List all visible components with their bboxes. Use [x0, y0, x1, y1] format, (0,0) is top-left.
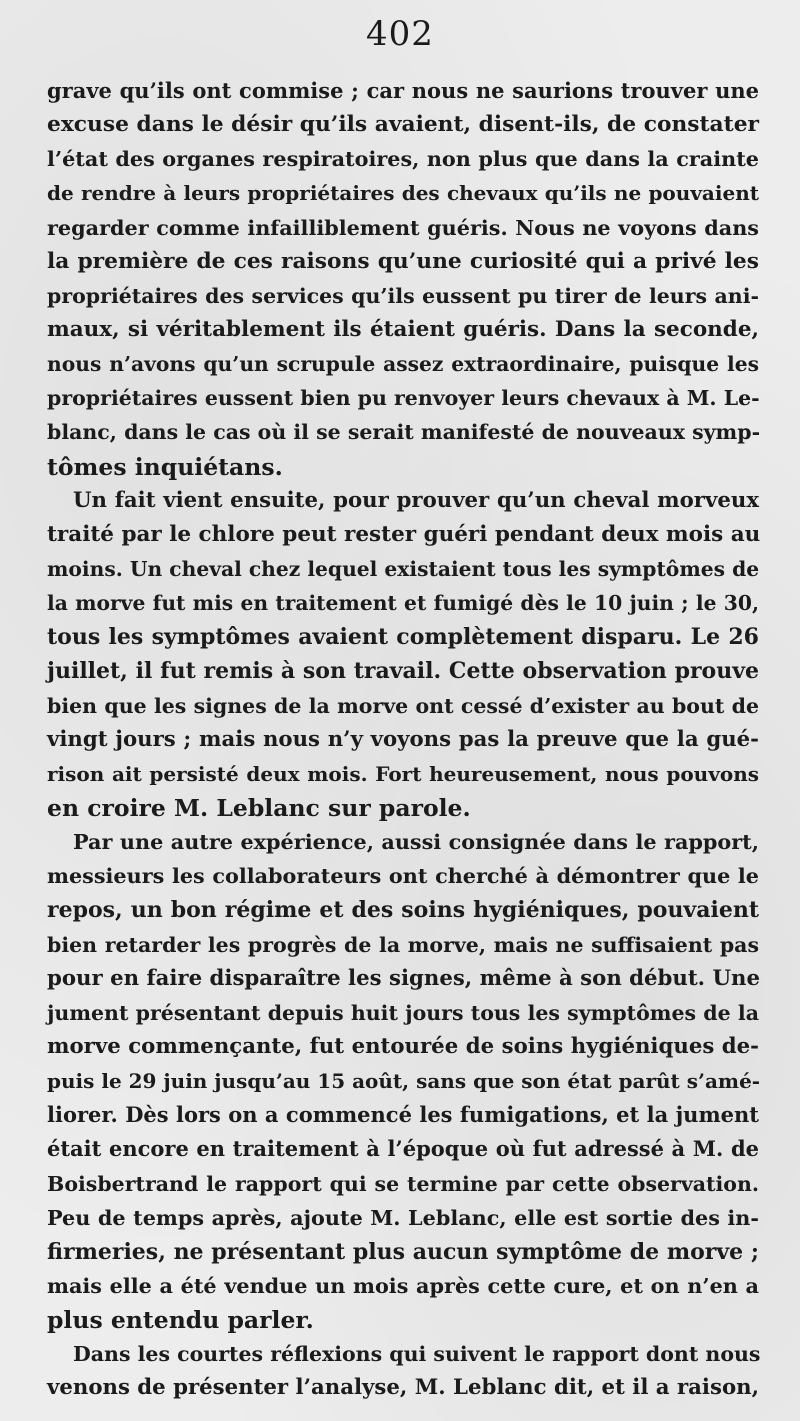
text-line: tômes inquiétans.: [47, 452, 283, 481]
text-line: vingt jours ; mais nous n’y voyons pas la preuve que la gué-: [47, 726, 759, 752]
text-line: puis le 29 juin jusqu’au 15 août, sans que son état parût s’amé-: [47, 1069, 761, 1094]
text-line: juillet, il fut remis à son travail. Cette observation prouve: [47, 658, 759, 685]
text-line: était encore en traitement à l’époque où fut adressé à M. de: [47, 1136, 759, 1162]
text-line: jument présentant depuis huit jours tous les symptômes de la: [47, 1000, 759, 1025]
text-line: bien retarder les progrès de la morve, mais ne suffisaient pas: [47, 932, 759, 957]
text-line: moins. Un cheval chez lequel existaient tous les symptômes de: [47, 556, 760, 581]
text-line: propriétaires des services qu’ils eussent pu tirer de leurs ani-: [47, 283, 759, 308]
text-line: plus entendu parler.: [47, 1306, 314, 1335]
text-line: traité par le chlore peut rester guéri pendant deux mois au: [47, 521, 761, 547]
text-line: bien que les signes de la morve ont cessé d’exister au bout de: [47, 693, 759, 718]
text-line: la morve fut mis en traitement et fumigé dès le 10 juin ; le 30,: [47, 591, 759, 616]
text-line: mais elle a été vendue un mois après cette cure, et on n’en a: [47, 1273, 759, 1298]
text-line: nous n’avons qu’un scrupule assez extraordinaire, puisque les: [47, 352, 759, 377]
text-line: regarder comme infailliblement guéris. Nous ne voyons dans: [47, 215, 759, 240]
text-line: venons de présenter l’analyse, M. Leblanc dit, et il a raison,: [47, 1375, 759, 1401]
text-line: Boisbertrand le rapport qui se termine par cette observation.: [47, 1171, 759, 1196]
text-line: pour en faire disparaître les signes, même à son début. Une: [47, 965, 760, 991]
text-line: liorer. Dès lors on a commencé les fumigations, et la jument: [47, 1102, 759, 1128]
text-line: grave qu’ils ont commise ; car nous ne saurions trouver une: [47, 78, 759, 103]
page-number: 402: [366, 14, 434, 54]
text-line: maux, si véritablement ils étaient guéris. Dans la seconde,: [47, 316, 759, 342]
text-line: rison ait persisté deux mois. Fort heureusement, nous pouvons: [47, 761, 759, 786]
text-line: firmeries, ne présentant plus aucun symptôme de morve ;: [47, 1238, 759, 1265]
body-text: [47, 74, 759, 1405]
text-line: propriétaires eussent bien pu renvoyer leurs chevaux à M. Le-: [47, 386, 760, 411]
text-line: Peu de temps après, ajoute M. Leblanc, elle est sortie des in-: [47, 1205, 759, 1230]
text-line: messieurs les collaborateurs ont cherché à démontrer que le: [47, 864, 759, 889]
text-line: en croire M. Leblanc sur parole.: [47, 793, 471, 822]
text-line: Un fait vient ensuite, pour prouver qu’un cheval morveux: [73, 487, 759, 513]
text-line: morve commençante, fut entourée de soins hygiéniques de-: [47, 1033, 759, 1059]
text-line: la première de ces raisons qu’une curiosité qui a privé les: [47, 248, 759, 274]
text-line: Dans les courtes réflexions qui suivent le rapport dont nous: [73, 1342, 761, 1367]
text-line: excuse dans le désir qu’ils avaient, disent-ils, de constater: [47, 112, 759, 138]
text-line: de rendre à leurs propriétaires des chevaux qu’ils ne pouvaient: [47, 181, 759, 206]
text-line: tous les symptômes avaient complètement disparu. Le 26: [47, 624, 759, 651]
text-line: repos, un bon régime et des soins hygiéniques, pouvaient: [47, 897, 759, 924]
text-line: Par une autre expérience, aussi consignée dans le rapport,: [73, 830, 759, 855]
text-line: l’état des organes respiratoires, non plus que dans la crainte: [47, 147, 759, 172]
text-line: blanc, dans le cas où il se serait manifesté de nouveaux symp-: [47, 420, 761, 445]
